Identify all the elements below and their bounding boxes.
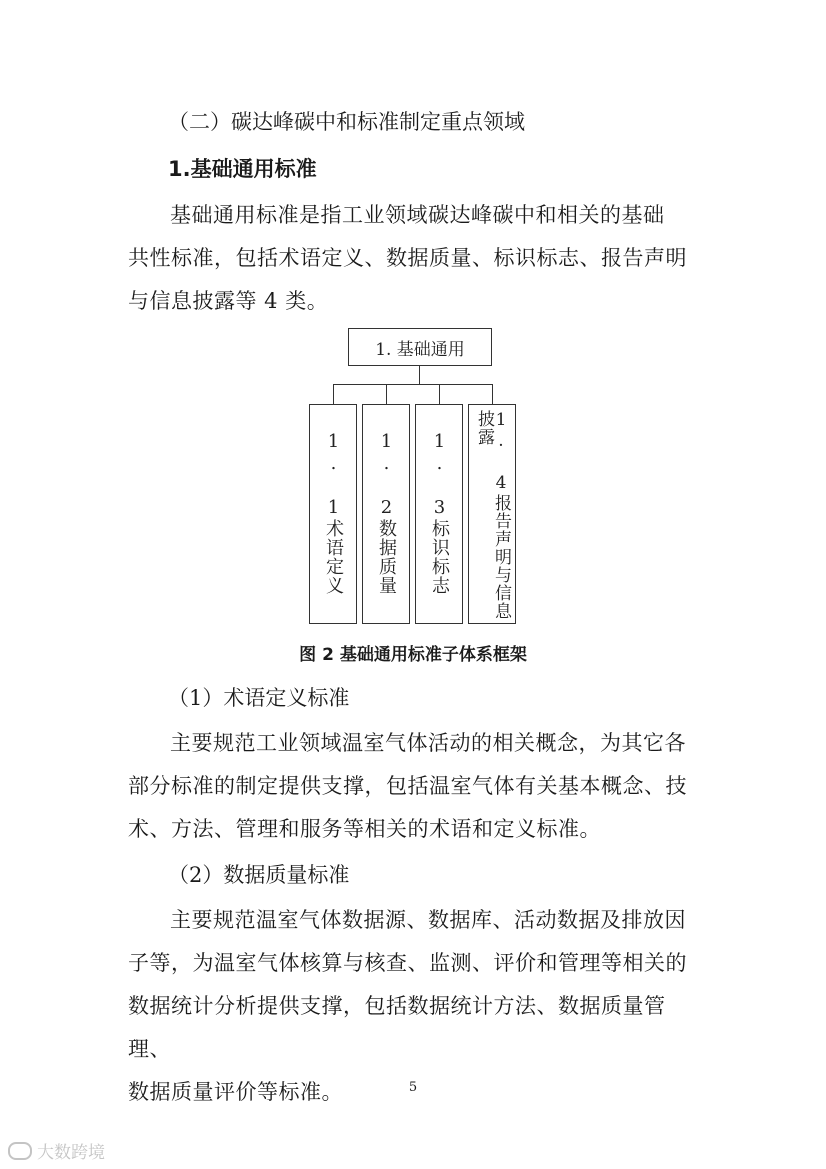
diagram-child-label: 1. 4报告声明与信息披露	[474, 410, 511, 620]
diagram-root-box	[348, 328, 492, 366]
item-line: 主要规范工业领域温室气体活动的相关概念，为其它各	[170, 731, 686, 755]
connector-line	[492, 384, 493, 404]
section-heading: （二）碳达峰碳中和标准制定重点领域	[168, 110, 525, 134]
intro-line: 与信息披露等 4 类。	[128, 289, 329, 313]
intro-line: 基础通用标准是指工业领域碳达峰碳中和相关的基础	[170, 203, 665, 227]
watermark-text: 大数跨境	[37, 1143, 105, 1163]
watermark-logo-icon	[8, 1142, 32, 1160]
structure-diagram	[300, 325, 510, 630]
connector-line	[439, 384, 440, 404]
subsection-title: 1.基础通用标准	[168, 157, 317, 181]
connector-line	[419, 366, 420, 384]
diagram-child-box	[362, 404, 410, 624]
item-line: 主要规范温室气体数据源、数据库、活动数据及排放因	[170, 908, 686, 932]
item-line: 数据质量评价等标准。	[128, 1080, 343, 1104]
connector-line	[386, 384, 387, 404]
figure-caption: 图 2 基础通用标准子体系框架	[299, 645, 527, 665]
watermark	[8, 1138, 105, 1163]
diagram-child-label: 1. 3标识标志	[429, 431, 450, 595]
diagram-child-label: 1. 2数据质量	[376, 431, 397, 595]
item-line: 数据统计分析提供支撑，包括数据统计方法、数据质量管理、	[128, 994, 666, 1061]
diagram-child-box	[309, 404, 357, 624]
diagram-root-label: 1. 基础通用	[375, 339, 465, 360]
connector-line	[333, 384, 334, 404]
item-line: 部分标准的制定提供支撑，包括温室气体有关基本概念、技	[128, 774, 687, 798]
connector-line	[333, 384, 493, 385]
intro-line: 共性标准，包括术语定义、数据质量、标识标志、报告声明	[128, 246, 687, 270]
item-title: （2）数据质量标准	[168, 863, 350, 887]
page-number: 5	[408, 1080, 418, 1095]
intro-paragraph	[128, 194, 708, 323]
diagram-child-box	[415, 404, 463, 624]
diagram-child-label: 1. 1术语定义	[323, 431, 344, 595]
item-paragraph	[128, 722, 708, 851]
diagram-child-box	[468, 404, 516, 624]
item-line: 术、方法、管理和服务等相关的术语和定义标准。	[128, 817, 601, 841]
item-line: 子等，为温室气体核算与核查、监测、评价和管理等相关的	[128, 951, 687, 975]
item-title: （1）术语定义标准	[168, 686, 350, 710]
